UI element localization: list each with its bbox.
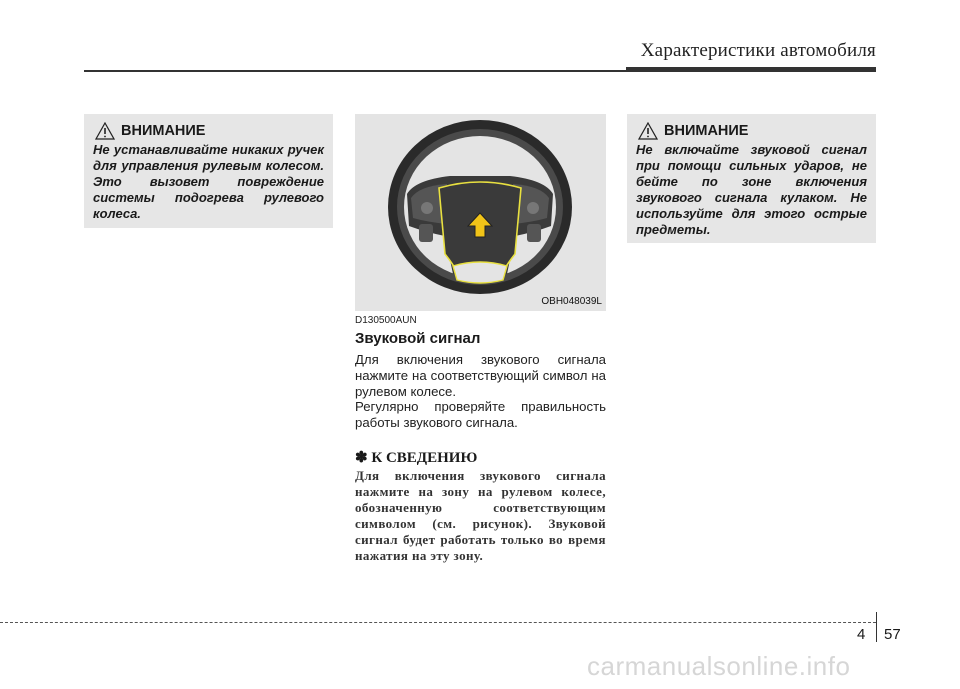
steering-wheel-illustration [355, 114, 606, 311]
footer-rule [0, 622, 876, 623]
page-number: 57 [884, 626, 901, 643]
chapter-number: 4 [857, 626, 866, 643]
warning-heading [638, 122, 867, 140]
paragraph: Для включения звукового сигнала нажмите на соответствующий символ на рулевом колесе. [355, 352, 606, 399]
warning-triangle-icon [95, 122, 115, 140]
header-rule-tab [626, 67, 876, 72]
watermark: carmanualsonline.info [587, 651, 851, 681]
paragraph: Регулярно проверяйте правильность работы звукового сигнала. [355, 399, 606, 430]
reference-code: D130500AUN [355, 315, 417, 326]
info-title: ✽ К СВЕДЕНИЮ [355, 450, 478, 466]
warning-triangle-icon [638, 122, 658, 140]
warning-title: ВНИМАНИЕ [121, 123, 206, 139]
figure-code: OBH048039L [541, 296, 602, 307]
page-separator [876, 612, 877, 642]
info-text: Для включения звукового сигнала нажмите на зону на рулевом колесе, обозначенную соответствующим символом (см. рисунок). Звуковой сигнал будет работать только во время нажатия на эту зону. [355, 468, 606, 563]
warning-title: ВНИМАНИЕ [664, 123, 749, 139]
section-heading: Звуковой сигнал [355, 330, 481, 347]
steering-wheel-figure [355, 114, 606, 311]
warning-text: Не устанавливайте никаких ручек для управления рулевым колесом. Это вызовет повреждение системы подогрева рулевого колеса. [93, 142, 324, 221]
warning-box-left [84, 114, 333, 228]
warning-text: Не включайте звуковой сигнал при помощи сильных ударов, не бейте по зоне включения звукового сигнала кулаком. Не используйте для этого острые предметы. [636, 142, 867, 237]
warning-heading [95, 122, 324, 140]
warning-box-right [627, 114, 876, 243]
section-title: Характеристики автомобиля [640, 40, 876, 61]
